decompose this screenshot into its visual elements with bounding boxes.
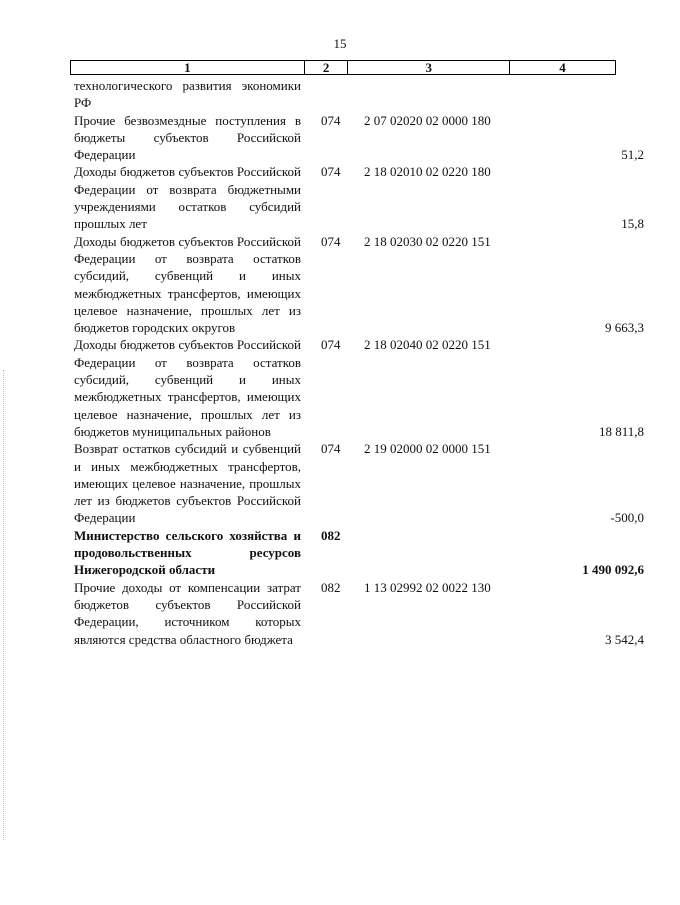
row-code: 074	[321, 164, 341, 180]
scan-edge-divider	[3, 370, 4, 840]
row-kbk: 2 07 02020 02 0000 180	[364, 112, 491, 128]
row-kbk	[358, 527, 536, 579]
row-amount: 51,2	[621, 147, 644, 163]
row-name: Доходы бюджетов субъектов Российской Федерации от возврата остатков субсидий, субвенций и иных межбюджетных трансфертов, имеющих целевое назначение, прошлых лет из бюджетов муниципальных районов	[74, 337, 301, 439]
row-amount: 15,8	[621, 216, 644, 232]
row-amount: 1 490 092,6	[582, 562, 644, 578]
row-kbk: 2 18 02010 02 0220 180	[364, 164, 491, 180]
column-header-4: 4	[509, 61, 615, 75]
row-code: 074	[321, 441, 341, 457]
row-kbk: 2 18 02040 02 0220 151	[364, 337, 491, 353]
row-name: Прочие безвозмездные поступления в бюджеты субъектов Российской Федерации	[74, 112, 301, 163]
row-amount	[536, 77, 644, 112]
row-name: Доходы бюджетов субъектов Российской Федерации от возврата бюджетными учреждениями остатков субсидий прошлых лет	[74, 164, 301, 232]
table-row	[74, 112, 644, 164]
row-code: 074	[321, 112, 341, 128]
column-header-3: 3	[348, 61, 510, 75]
row-name: Возврат остатков субсидий и субвенций и иных межбюджетных трансфертов, имеющих целевое назначение, прошлых лет из бюджетов субъектов Российской Федерации	[74, 441, 301, 526]
row-kbk: 2 18 02030 02 0220 151	[364, 233, 491, 249]
row-code: 082	[321, 579, 341, 595]
row-kbk: 1 13 02992 02 0022 130	[364, 579, 491, 595]
row-name: технологического развития экономики РФ	[74, 78, 301, 111]
column-header-2: 2	[304, 61, 348, 75]
table-row	[74, 336, 644, 440]
table-row-ministry	[74, 527, 644, 579]
row-code: 082	[321, 527, 341, 543]
row-name: Министерство сельского хозяйства и продовольственных ресурсов Нижегородской области	[74, 527, 301, 578]
row-kbk	[358, 77, 536, 112]
row-amount: 9 663,3	[605, 320, 644, 336]
row-amount: 18 811,8	[598, 423, 644, 439]
column-header-row	[71, 61, 616, 75]
row-code: 074	[321, 337, 341, 353]
row-code: 074	[321, 233, 341, 249]
table-row	[74, 77, 644, 112]
row-name: Прочие доходы от компенсации затрат бюджетов субъектов Российской Федерации, источником которых являются средства областного бюджета	[74, 579, 301, 647]
column-header-1: 1	[71, 61, 305, 75]
row-amount: -500,0	[610, 510, 644, 526]
table-row	[74, 233, 644, 337]
row-kbk: 2 19 02000 02 0000 151	[364, 441, 491, 457]
table-row	[74, 440, 644, 526]
page-number: 15	[333, 36, 347, 51]
table-row	[74, 579, 644, 648]
row-amount: 3 542,4	[605, 631, 644, 647]
table-body	[74, 77, 644, 648]
column-header-table	[70, 60, 616, 75]
row-code	[301, 77, 358, 112]
table-row	[74, 163, 644, 232]
row-name: Доходы бюджетов субъектов Российской Федерации от возврата остатков субсидий, субвенций и иных межбюджетных трансфертов, имеющих целевое назначение, прошлых лет из бюджетов городских округов	[74, 233, 301, 336]
